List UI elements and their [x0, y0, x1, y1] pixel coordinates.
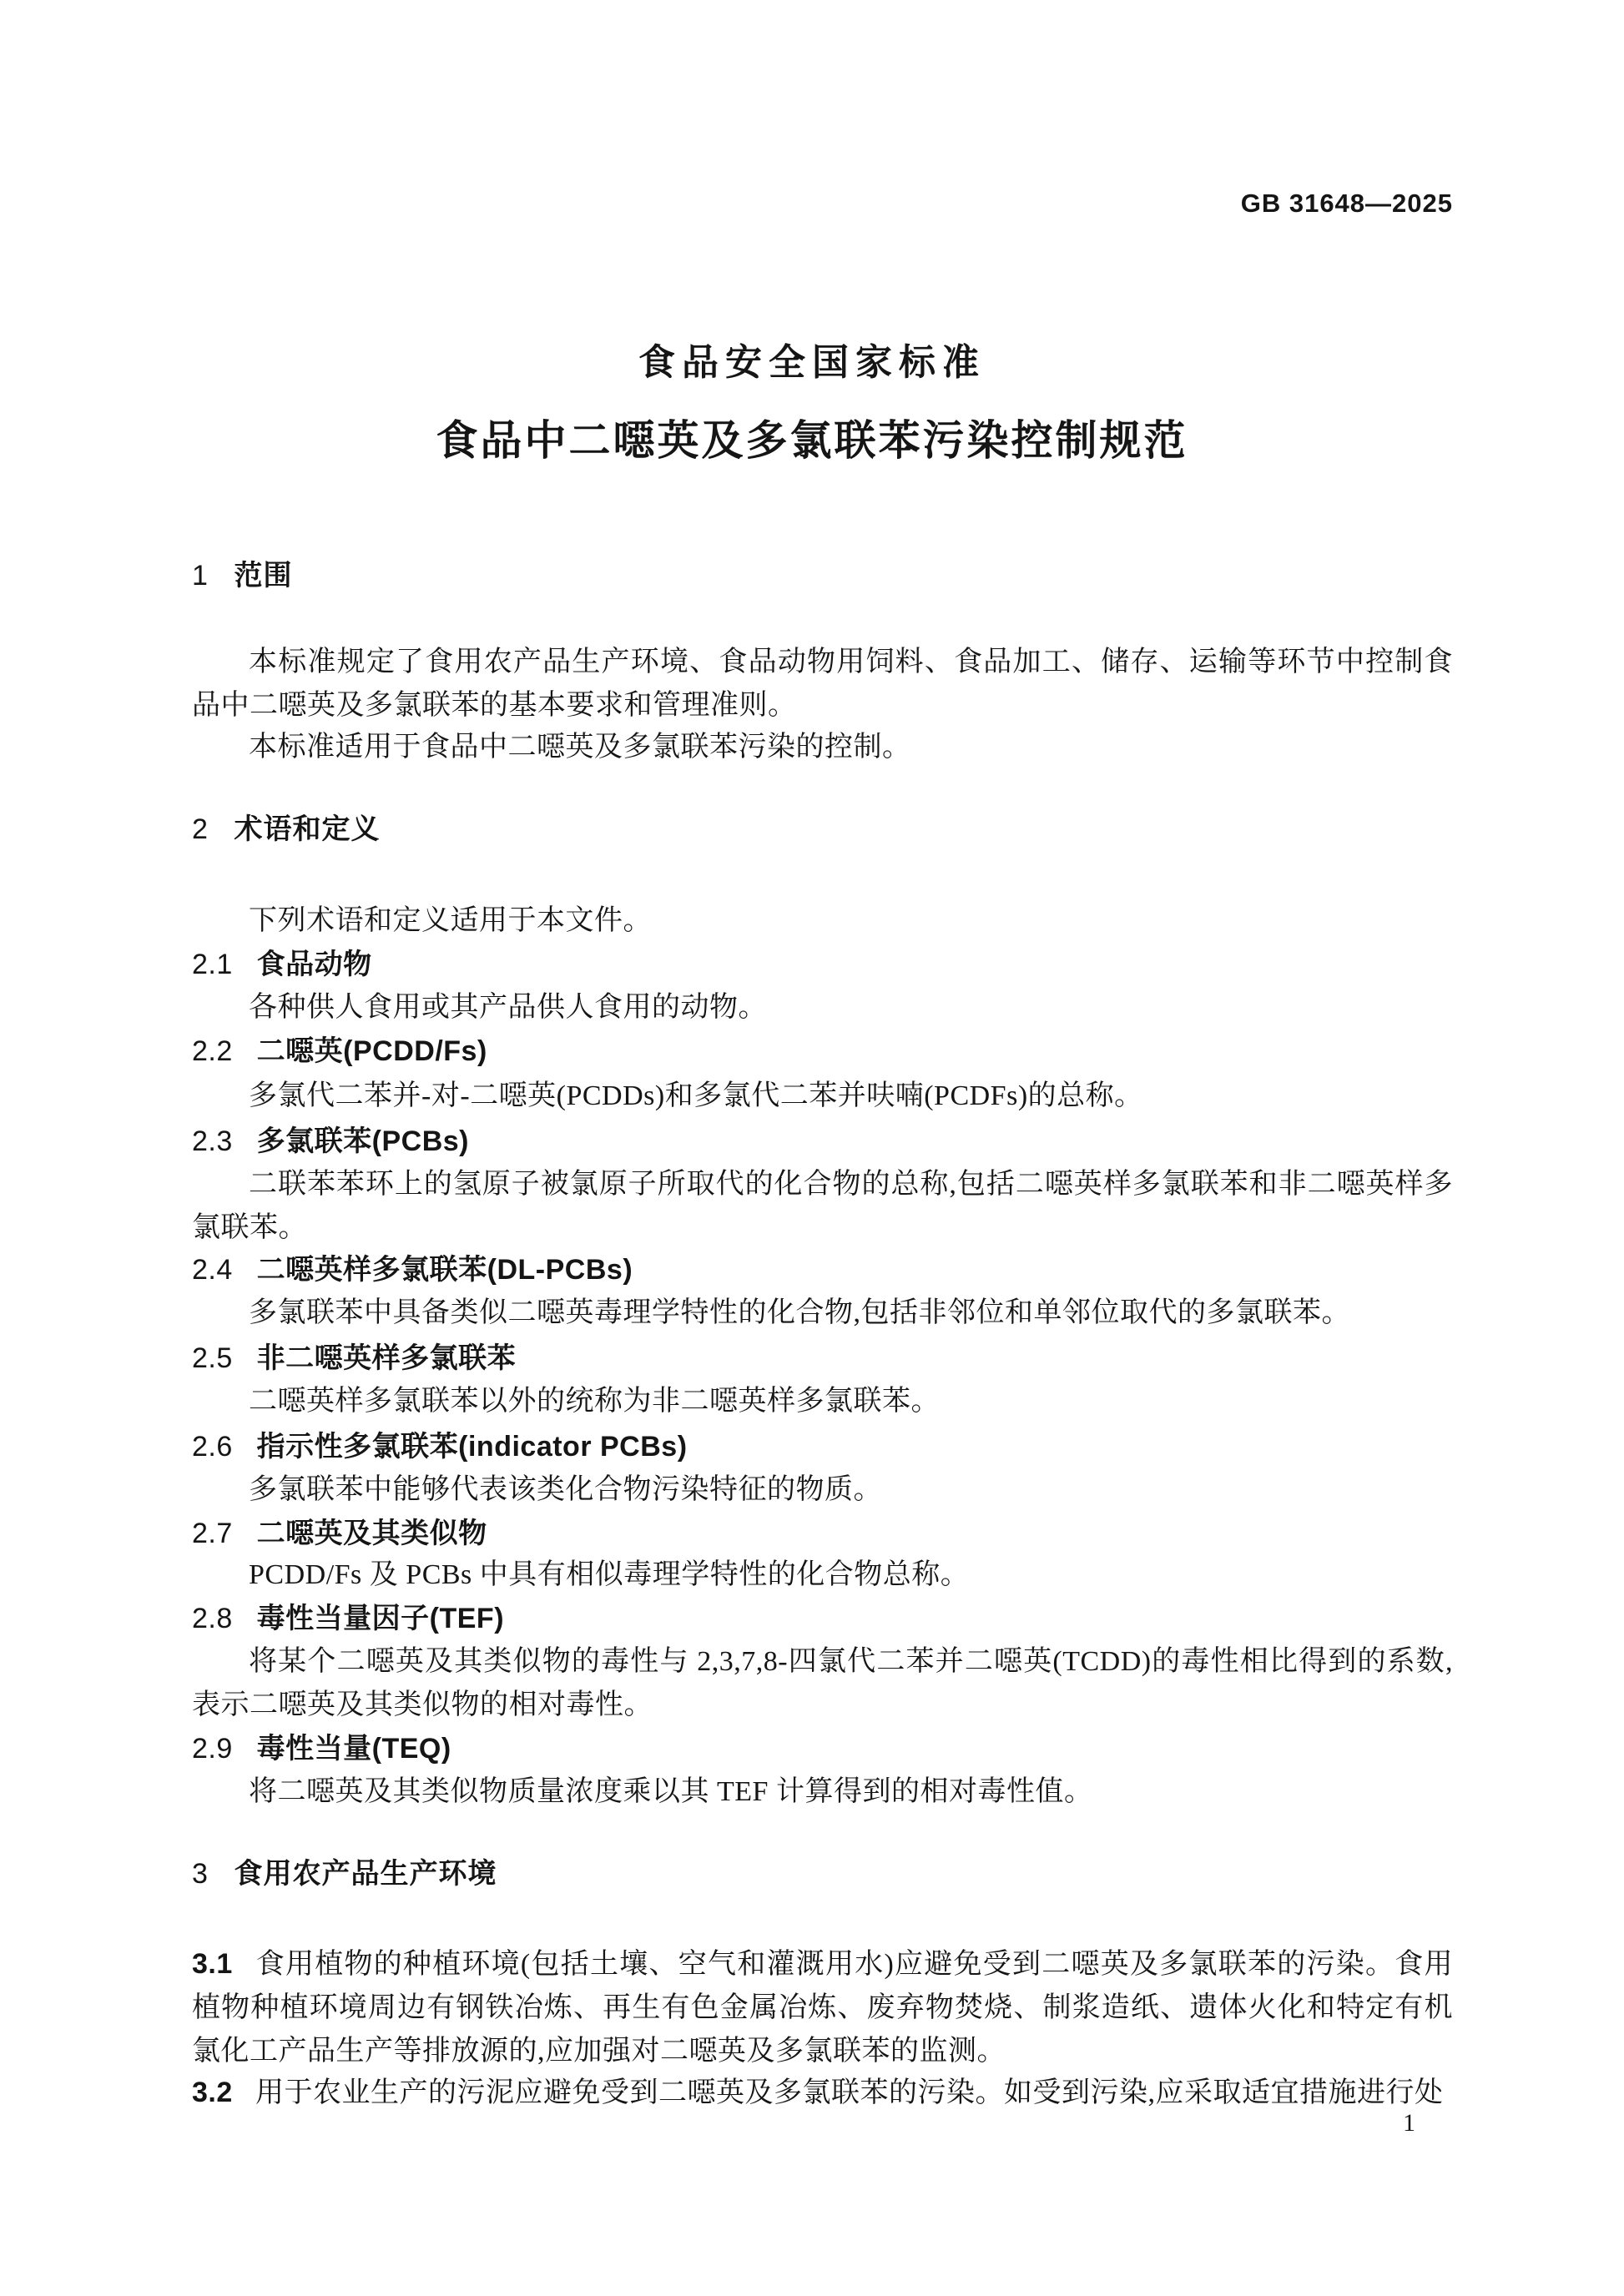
term-title: 二噁英及其类似物 [256, 1518, 487, 1549]
clause-3-2 [192, 2071, 1453, 2115]
section-number: 2 [192, 813, 209, 845]
term-title: 二噁英(PCDD/Fs) [256, 1035, 487, 1067]
term-title: 食品动物 [256, 949, 372, 980]
standard-code: GB 31648—2025 [1240, 189, 1453, 218]
section-title: 食用农产品生产环境 [234, 1858, 497, 1890]
page-number: 1 [1403, 2109, 1415, 2137]
term-number: 2.3 [192, 1125, 233, 1157]
clause-number: 3.2 [192, 2077, 233, 2108]
term-definition: 各种供人食用或其产品供人食用的动物。 [249, 992, 767, 1023]
term-definition: 二联苯苯环上的氢原子被氯原子所取代的化合物的总称,包括二噁英样多氯联苯和非二噁英样多氯联苯。 [192, 1169, 1453, 1243]
term-definition: 将某个二噁英及其类似物的毒性与 2,3,7,8-四氯代二苯并二噁英(TCDD)的毒性相比得到的系数,表示二噁英及其类似物的相对毒性。 [192, 1646, 1453, 1720]
section-heading-1 [192, 557, 1453, 594]
section-heading-3 [192, 1855, 1453, 1892]
clause-text: 用于农业生产的污泥应避免受到二噁英及多氯联苯的污染。如受到污染,应采取适宜措施进行处 [255, 2077, 1444, 2108]
term-definition: 多氯代二苯并-对-二噁英(PCDDs)和多氯代二苯并呋喃(PCDFs)的总称。 [249, 1080, 1143, 1111]
section-title: 范围 [234, 560, 293, 592]
term-number: 2.7 [192, 1518, 233, 1549]
paragraph: 本标准规定了食用农产品生产环境、食品动物用饲料、食品加工、储存、运输等环节中控制食品中二噁英及多氯联苯的基本要求和管理准则。 [192, 647, 1453, 721]
term-number: 2.2 [192, 1035, 233, 1067]
term-definition: PCDD/Fs 及 PCBs 中具有相似毒理学特性的化合物总称。 [249, 1559, 970, 1590]
clause-text: 食用植物的种植环境(包括土壤、空气和灌溉用水)应避免受到二噁英及多氯联苯的污染。食用植物种植环境周边有钢铁冶炼、再生有色金属冶炼、废弃物焚烧、制浆造纸、遗体火化和特定有机氯化工产品生产等排放源的,应加强对二噁英及多氯联苯的监测。 [192, 1949, 1453, 2067]
page-subtitle: 食品中二噁英及多氯联苯污染控制规范 [436, 417, 1188, 464]
term-title: 二噁英样多氯联苯(DL-PCBs) [256, 1254, 633, 1286]
term-definition: 多氯联苯中具备类似二噁英毒理学特性的化合物,包括非邻位和单邻位取代的多氯联苯。 [249, 1297, 1350, 1328]
page-title: 食品安全国家标准 [638, 342, 986, 383]
term-number: 2.1 [192, 949, 233, 980]
term-title: 非二噁英样多氯联苯 [256, 1342, 517, 1374]
term-heading-2-1 [192, 943, 1453, 986]
term-heading-2-2 [192, 1030, 1453, 1073]
terms-intro: 下列术语和定义适用于本文件。 [249, 905, 652, 936]
term-number: 2.6 [192, 1431, 233, 1463]
clause-3-1 [192, 1942, 1453, 2073]
term-title: 毒性当量(TEQ) [256, 1733, 451, 1765]
section-number: 3 [192, 1858, 209, 1890]
term-definition: 将二噁英及其类似物质量浓度乘以其 TEF 计算得到的相对毒性值。 [249, 1776, 1093, 1807]
term-heading-2-6 [192, 1425, 1453, 1468]
term-heading-2-3 [192, 1120, 1453, 1163]
term-heading-2-8 [192, 1597, 1453, 1640]
term-number: 2.9 [192, 1733, 233, 1765]
term-definition: 二噁英样多氯联苯以外的统称为非二噁英样多氯联苯。 [249, 1386, 940, 1417]
term-number: 2.8 [192, 1603, 233, 1634]
term-number: 2.4 [192, 1254, 233, 1286]
term-title: 毒性当量因子(TEF) [256, 1603, 505, 1634]
clause-number: 3.1 [192, 1948, 233, 1980]
term-definition: 多氯联苯中能够代表该类化合物污染特征的物质。 [249, 1474, 882, 1505]
term-heading-2-4 [192, 1248, 1453, 1292]
term-heading-2-9 [192, 1727, 1453, 1770]
section-title: 术语和定义 [234, 813, 381, 845]
section-heading-2 [192, 811, 1453, 848]
term-heading-2-5 [192, 1337, 1453, 1380]
paragraph: 本标准适用于食品中二噁英及多氯联苯污染的控制。 [249, 732, 911, 763]
term-title: 指示性多氯联苯(indicator PCBs) [256, 1431, 688, 1463]
term-heading-2-7 [192, 1512, 1453, 1555]
term-number: 2.5 [192, 1342, 233, 1374]
term-title: 多氯联苯(PCBs) [256, 1125, 469, 1157]
section-number: 1 [192, 560, 209, 592]
